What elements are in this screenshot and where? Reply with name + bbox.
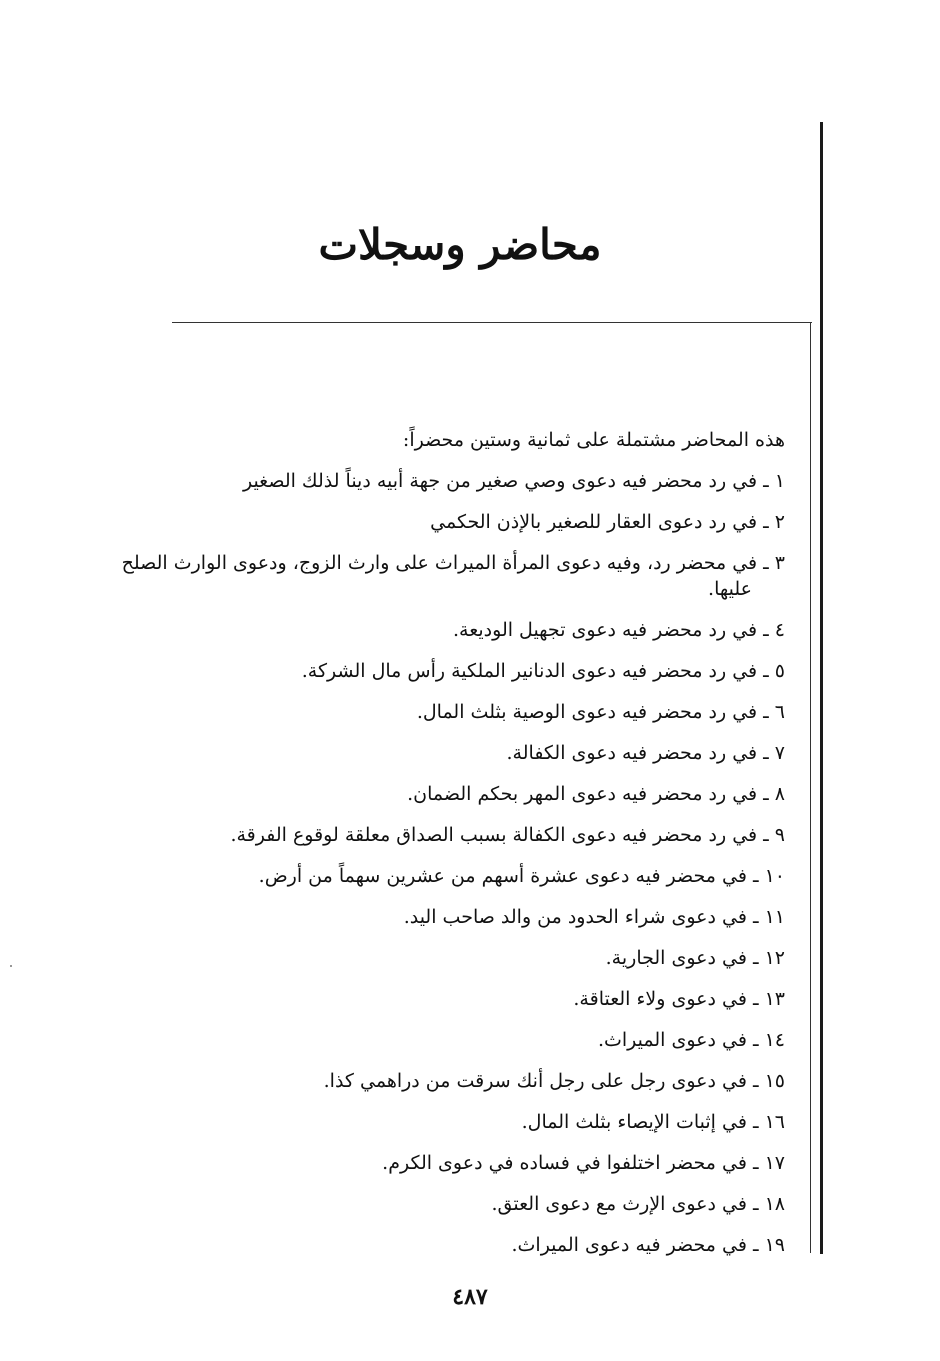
list-item-text: ١١ ـ في دعوى شراء الحدود من والد صاحب اليد. [403,906,785,928]
list-item [75,733,785,774]
page-number: ٤٨٧ [452,1284,488,1310]
list-item-text: ١٧ ـ في محضر اختلفوا في فساده في دعوى الكرم. [382,1152,785,1174]
inner-margin-rule [810,323,811,1253]
list-item-text: ١ ـ في رد محضر فيه دعوى وصي صغير من جهة أبيه ديناً لذلك الصغير [242,470,785,492]
list-item-text: ١٩ ـ في محضر فيه دعوى الميراث. [511,1234,785,1256]
list-item [75,979,785,1020]
list-item [75,774,785,815]
list-item-text: ١٣ ـ في دعوى ولاء العتاقة. [573,988,785,1010]
main-content [75,420,785,1266]
list-item [75,1143,785,1184]
list-item [75,1020,785,1061]
list-item [75,897,785,938]
list-item-text: ١٦ ـ في إثبات الإيصاء بثلث المال. [521,1111,785,1133]
list-item-text: ٩ ـ في رد محضر فيه دعوى الكفالة بسبب الصداق معلقة لوقوع الفرقة. [230,824,785,846]
list-item [75,1061,785,1102]
list-item [75,610,785,651]
list-item-text: ٨ ـ في رد محضر فيه دعوى المهر بحكم الضمان. [407,783,785,805]
list-item [75,1102,785,1143]
records-list [75,461,785,1266]
list-item [75,543,785,602]
list-item-text: ٢ ـ في رد دعوى العقار للصغير بالإذن الحكمي [430,511,785,533]
list-item-text: ٧ ـ في رد محضر فيه دعوى الكفالة. [506,742,785,764]
scan-speck [10,965,12,967]
list-item [75,938,785,979]
page-title: محاضر وسجلات [318,220,602,269]
list-item [75,461,785,502]
list-item-text: ١٨ ـ في دعوى الإرث مع دعوى العتق. [491,1193,785,1215]
list-item [75,1184,785,1225]
list-item-text: ٤ ـ في رد محضر فيه دعوى تجهيل الوديعة. [452,619,785,641]
list-item-text: ٥ ـ في رد محضر فيه دعوى الدنانير الملكية رأس مال الشركة. [301,660,785,682]
list-item-text: ٣ ـ في محضر رد، وفيه دعوى المرأة الميراث على وارث الزوج، ودعوى الوارث الصلح [121,552,785,574]
right-margin-rule [820,122,823,1254]
intro-paragraph: هذه المحاضر مشتملة على ثمانية وستين محضراً: [402,429,785,451]
list-item-text: ١٠ ـ في محضر فيه دعوى عشرة أسهم من عشرين سهماً من أرض. [258,865,785,887]
list-item-text: ١٢ ـ في دعوى الجارية. [605,947,785,969]
list-item [75,856,785,897]
list-item [75,651,785,692]
list-item-continuation: عليها. [708,578,752,600]
list-item [75,692,785,733]
list-item-text: ١٥ ـ في دعوى رجل على رجل أنك سرقت من دراهمي كذا. [323,1070,785,1092]
list-item [75,1225,785,1266]
list-item [75,815,785,856]
list-item-text: ٦ ـ في رد محضر فيه دعوى الوصية بثلث المال. [416,701,785,723]
list-item [75,502,785,543]
list-item-text: ١٤ ـ في دعوى الميراث. [597,1029,785,1051]
title-separator-rule [172,322,812,323]
